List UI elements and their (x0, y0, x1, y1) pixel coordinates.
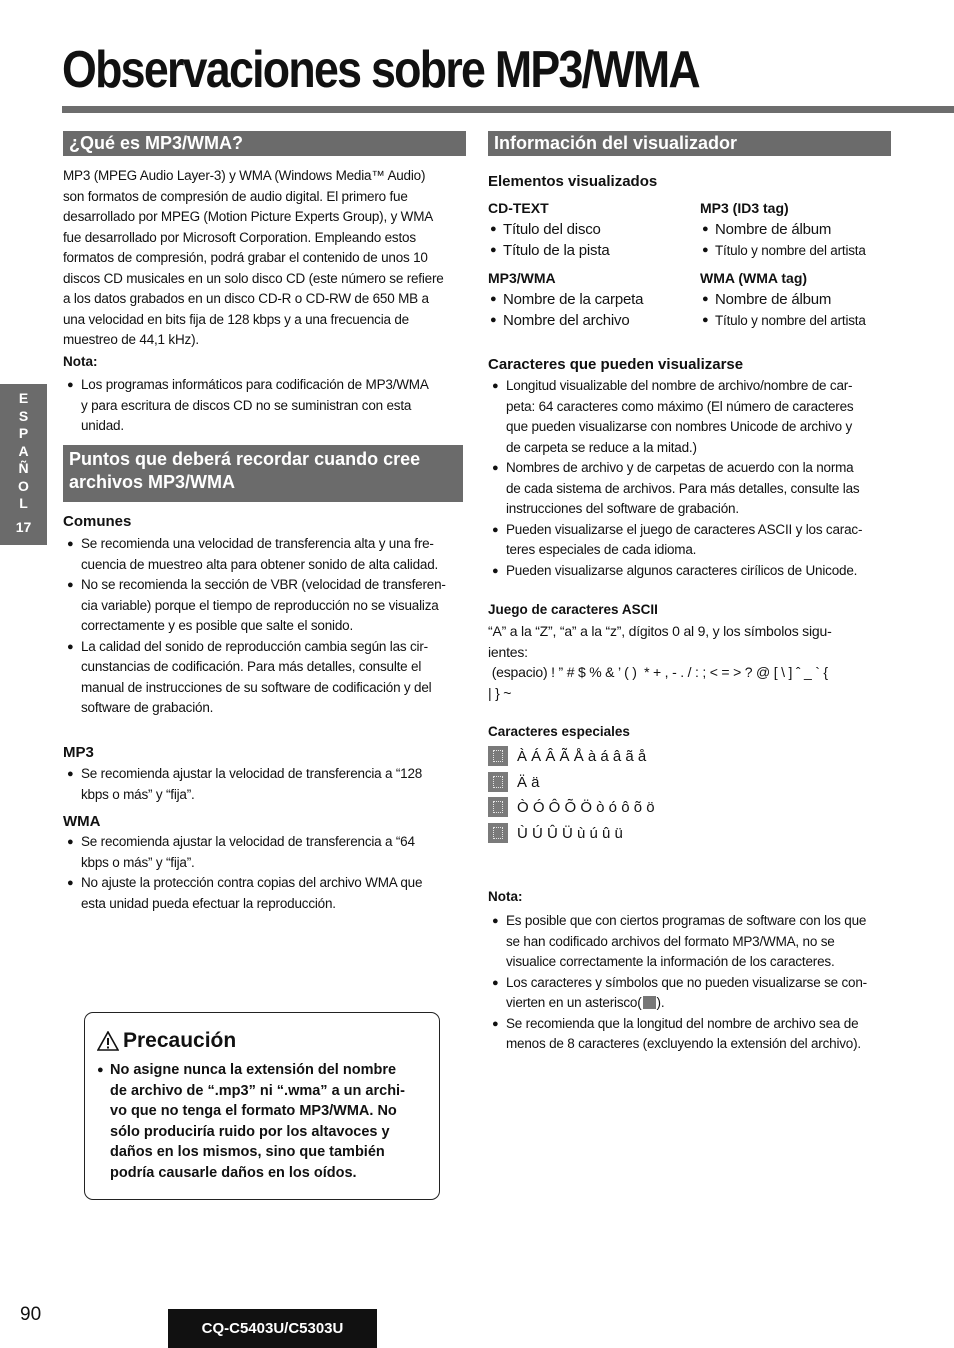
common-label: Comunes (63, 513, 132, 530)
special-row: À Á Â Ã Å à á â ã å (488, 746, 646, 766)
note-label-right: Nota: (488, 889, 523, 904)
special-row: Ù Ú Û Ü ù ú û ü (488, 823, 623, 843)
common-list (63, 534, 475, 719)
list-item: ● Se recomienda ajustar la velocidad de transferencia a “64 kbps o más” y “fija”. (67, 834, 415, 870)
mp3-label: MP3 (63, 744, 94, 761)
model-label: CQ-C5403U/C5303U (168, 1309, 377, 1348)
note-label: Nota: (63, 354, 98, 369)
note-list (63, 375, 473, 437)
list-item: ● Se recomienda ajustar la velocidad de transferencia a “128 kbps o más” y “fija”. (67, 766, 423, 802)
group-label-id3: MP3 (ID3 tag) (700, 200, 789, 216)
character-glyph-icon (488, 823, 508, 843)
group-list-mp3wma (488, 289, 688, 331)
ascii-label: Juego de caracteres ASCII (488, 602, 658, 617)
character-glyph-icon (488, 772, 508, 792)
character-glyph-icon (488, 797, 508, 817)
group-label-cdtext: CD-TEXT (488, 200, 549, 216)
list-item: ● Título del disco (490, 221, 601, 238)
note-list-right (488, 911, 898, 1055)
list-item: ● La calidad del sonido de reproducción cambia según las cir- cunstancias de codificación. Para más detalles, consulte el manual de instrucciones de su software de codificación y del software de grabación. (67, 638, 432, 715)
page-number: 90 (20, 1304, 42, 1325)
elements-label: Elementos visualizados (488, 173, 658, 190)
list-item: ● No asigne nunca la extensión del nombre de archivo de “.mp3” ni “.wma” a un archi- vo que no tenga el formato MP3/WMA. No sólo produciría ruido por los altavoces y daños en los mismos, sino que también podría causarle daños en los oídos. (97, 1062, 405, 1181)
special-row: Ò Ó Ô Õ Ö ò ó ô õ ö (488, 797, 655, 817)
caution-title: Precaución (97, 1029, 236, 1053)
asterisk-glyph-icon (643, 996, 656, 1009)
group-label-mp3wma: MP3/WMA (488, 270, 556, 286)
group-list-id3 (700, 219, 900, 261)
section-heading-display: Información del visualizador (488, 131, 891, 156)
list-item: ● No se recomienda la sección de VBR (velocidad de transferen- cia variable) porque el tiempo de reproducción no se visualiza correctamente y es posible que salte el sonido. (67, 577, 446, 633)
what-paragraph: MP3 (MPEG Audio Layer-3) y WMA (Windows Media™ Audio) son formatos de compresión de audio digital. El primero fue desarrollado por MPEG (Motion Picture Experts Group), y WMA fue desarrollado por Microsoft Corporation. Empleando estos formatos de compresión, podrá grabar el contenido de unos 10 discos CD musicales en un solo disco CD (este número se refiere a los datos grabados en un disco CD-R o CD-RW de 650 MB a una velocidad en bits fija de 128 kbps y a una frecuencia de muestreo de 44,1 kHz). (63, 168, 444, 347)
section-heading-points: Puntos que deberá recordar cuando cree archivos MP3/WMA (63, 445, 463, 502)
list-item: ● Longitud visualizable del nombre de archivo/nombre de car- peta: 64 caracteres como máximo (El número de caracteres que pueden visualizarse con nombres Unicode de archivo y de carpeta se reduce a la mitad.) (492, 378, 854, 455)
language-tab (0, 384, 47, 545)
list-item: ● Nombre del archivo (490, 312, 630, 329)
group-label-wmatag: WMA (WMA tag) (700, 270, 808, 286)
list-item: ● Nombre de álbum (702, 291, 832, 308)
caution-box (84, 1012, 440, 1200)
list-item: ● Se recomienda una velocidad de transferencia alta y una fre- cuencia de muestreo alta para obtener sonido de alta calidad. (67, 536, 439, 572)
warning-icon (97, 1031, 119, 1051)
mp3-list (63, 764, 475, 805)
list-item: ● Pueden visualizarse el juego de caracteres ASCII y los carac- teres especiales de cada idioma. (492, 521, 863, 557)
section-heading-what: ¿Qué es MP3/WMA? (63, 131, 466, 156)
list-item: ● Título de la pista (490, 242, 610, 259)
list-item: ● Pueden visualizarse algunos caracteres cirílicos de Unicode. (492, 562, 858, 578)
wma-list (63, 832, 475, 914)
list-item: ● Nombres de archivo y de carpetas de acuerdo con la norma de cada sistema de archivos. Para más detalles, consulte las instrucciones del software de grabación. (492, 460, 860, 516)
chars-list (488, 376, 898, 581)
title-rule (62, 106, 954, 113)
language-tab-number: 17 (15, 519, 32, 535)
list-item: ● Nombre de álbum (702, 221, 832, 238)
list-item: ● Título y nombre del artista (702, 313, 866, 328)
list-item: ● No ajuste la protección contra copias del archivo WMA que esta unidad pueda efectuar la reproducción. (67, 875, 423, 911)
caution-list (95, 1060, 435, 1183)
page-title: Observaciones sobre MP3/WMA (62, 41, 699, 99)
group-list-cdtext (488, 219, 688, 261)
list-item: ● Nombre de la carpeta (490, 291, 644, 308)
character-glyph-icon (488, 746, 508, 766)
wma-label: WMA (63, 813, 101, 830)
chars-label: Caracteres que pueden visualizarse (488, 356, 744, 373)
special-label: Caracteres especiales (488, 724, 630, 739)
list-item: ● Es posible que con ciertos programas de software con los que se han codificado archivos del formato MP3/WMA, no se visualice correctamente la información de los caracteres. (492, 913, 867, 969)
list-item: ● Los caracteres y símbolos que no pueden visualizarse se con- vierten en un asterisco( ). (492, 974, 867, 1010)
list-item: ● Los programas informáticos para codificación de MP3/WMA y para escritura de discos CD no se suministran con esta unidad. (67, 377, 429, 433)
ascii-text: “A” a la “Z”, “a” a la “z”, dígitos 0 al 9, y los símbolos sigu- ientes: (espacio) ! ” # $ % & ’ ( ) * + , - . / : ; < = > ? @ [ \ ] ˆ _ ` { | } ~ (488, 623, 832, 701)
special-row: Ä ä (488, 772, 540, 792)
list-item: ● Se recomienda que la longitud del nombre de archivo sea de menos de 8 caracteres (excluyendo la extensión del archivo). (492, 1015, 861, 1051)
language-tab-letters: E S P A Ñ O L (18, 390, 29, 511)
group-list-wmatag (700, 289, 900, 331)
list-item: ● Título y nombre del artista (702, 243, 866, 258)
